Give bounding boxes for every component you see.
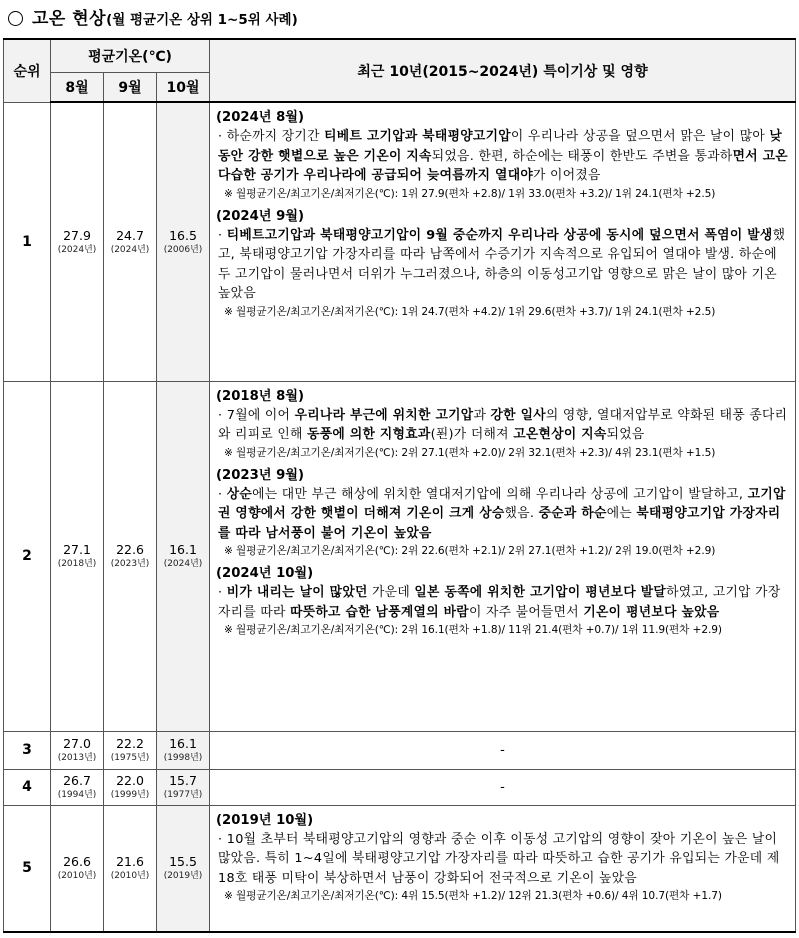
temp-year: (2018년) [57, 559, 97, 569]
event-note: ※ 월평균기온/최고기온/최저기온(℃): 1위 27.9(편차 +2.8)/ 1위 33.0(편차 +3.2)/ 1위 24.1(편차 +2.5) [224, 187, 716, 200]
text-segment: 과 [473, 407, 491, 423]
event-detail-cell [210, 102, 796, 381]
temp-value: 21.6 [116, 854, 144, 870]
temp-year: (1998년) [163, 753, 203, 763]
table-row [4, 381, 796, 731]
title-main: 고온 현상 [32, 9, 107, 29]
event-description [216, 127, 789, 186]
text-segment: 가 이어졌음 [533, 168, 601, 183]
table-row [4, 102, 796, 381]
emphasized-text: 중순과 하순 [538, 506, 607, 521]
event-note: ※ 월평균기온/최고기온/최저기온(℃): 2위 22.6(편차 +2.1)/ 2위 27.1(편차 +1.2)/ 2위 19.0(편차 +2.9) [224, 545, 716, 557]
header-sep: 9월 [104, 73, 157, 103]
temp-year: (1999년) [110, 790, 150, 800]
emphasized-text: 비가 내리는 날이 많았던 [226, 585, 368, 600]
text-segment: (푄)가 더해져 [430, 427, 514, 442]
high-temperature-table [3, 38, 796, 933]
rank-cell: 3 [4, 731, 51, 769]
title-subtitle: (월 평균기온 상위 1~5위 사례) [106, 12, 298, 28]
temp-year: (1975년) [110, 753, 150, 763]
rank-cell: 5 [4, 805, 51, 932]
emphasized-text: 티베트고기압과 북태평양고기압이 9월 중순까지 우리나라 상공에 동시에 덮으면서 폭염이 발생 [226, 227, 773, 243]
circle-bullet-icon [8, 11, 23, 26]
text-segment: · 10월 초부터 북태평양고기압의 영향과 중순 이후 이동성 고기압의 영향이 잦아 기온이 높은 날이 많았음. 특히 1~4일에 북태평양고기압 가장자리를 따라 따뜻하고 습한 공기가 유입되는 가운데 제18호 태풍 미탁이 북상하면서 남풍이 강화되어 전국적으로 기온이 높았음 [218, 831, 780, 886]
temp-cell-oct [157, 805, 210, 932]
header-aug: 8월 [51, 73, 104, 103]
header-rank: 순위 [4, 39, 51, 102]
event-description [216, 226, 789, 304]
temp-year: (2019년) [163, 871, 203, 882]
event-note: ※ 월평균기온/최고기온/최저기온(℃): 2위 27.1(편차 +2.0)/ 2위 32.1(편차 +2.3)/ 4위 23.1(편차 +1.5) [224, 446, 716, 459]
temp-cell-sep [104, 731, 157, 769]
event-heading: (2023년 9월) [216, 467, 305, 483]
temp-cell-oct [157, 102, 210, 381]
temp-year: (2010년) [110, 871, 150, 882]
temp-year: (2024년) [163, 559, 203, 569]
temp-value: 16.1 [169, 542, 197, 557]
emphasized-text: 티베트 고기압과 북태평양고기압 [324, 129, 511, 144]
rank-cell: 4 [4, 769, 51, 805]
text-segment: 되었음. 한편, 하순에는 태풍이 한반도 주변을 통과하 [431, 148, 733, 164]
emphasized-text: 낮 동안 강한 햇볕으로 높은 기온이 지속 [218, 129, 783, 164]
temp-year: (2013년) [57, 753, 97, 763]
temp-value: 15.7 [169, 773, 197, 788]
text-segment: 되었음 [606, 427, 645, 442]
event-heading: (2019년 10월) [216, 812, 314, 828]
temp-value: 24.7 [116, 227, 144, 243]
temp-year: (2010년) [57, 871, 97, 882]
temp-value: 16.1 [169, 736, 197, 751]
event-detail-cell [210, 805, 796, 932]
emphasized-text: 기온이 평년보다 높았음 [583, 604, 720, 620]
text-segment: 이 자주 불어들면서 [468, 604, 584, 620]
text-segment: · 7월에 이어 [218, 407, 295, 423]
temp-year: (1994년) [57, 790, 97, 800]
event-block [216, 467, 789, 560]
emphasized-text: 고기압권 영향에서 강한 햇볕이 더해져 기온이 크게 상승 [218, 486, 786, 521]
temp-cell-oct [157, 769, 210, 805]
emphasized-text: 일본 동쪽에 위치한 고기압이 평년보다 발달 [414, 585, 667, 600]
text-segment: · [218, 486, 227, 502]
header-events: 최근 10년(2015~2024년) 특이기상 및 영향 [210, 39, 796, 102]
temp-cell-aug [51, 381, 104, 731]
temp-year: (2024년) [57, 244, 97, 255]
event-description [216, 830, 789, 889]
temp-value: 27.1 [63, 542, 91, 557]
table-row [4, 731, 796, 769]
event-heading: (2024년 10월) [216, 566, 314, 581]
empty-event-cell: - [210, 731, 796, 769]
event-heading: (2024년 9월) [216, 208, 305, 224]
temp-value: 22.6 [116, 542, 144, 557]
text-segment: 하였고, 고기압 가장자리를 따라 [218, 585, 781, 620]
event-description [216, 485, 789, 544]
text-segment: · 하순까지 장기간 [218, 129, 325, 144]
header-oct: 10월 [157, 73, 210, 103]
rank-cell: 1 [4, 102, 51, 381]
emphasized-text: 우리나라 부근에 위치한 고기압 [294, 407, 474, 423]
emphasized-text: 북태평양고기압 가장자리를 따라 남서풍이 불어 기온이 높았음 [218, 506, 781, 541]
emphasized-text: 상순 [226, 486, 253, 502]
text-segment: 이 우리나라 상공을 덮으면서 맑은 날이 많아 [510, 129, 770, 144]
temp-cell-aug [51, 769, 104, 805]
temp-cell-sep [104, 805, 157, 932]
temp-value: 27.0 [63, 736, 91, 751]
emphasized-text: 동풍에 의한 지형효과 [307, 427, 431, 442]
text-segment: · [218, 585, 227, 600]
event-heading: (2018년 8월) [216, 388, 305, 404]
event-block [216, 388, 789, 461]
temp-value: 22.0 [116, 773, 144, 788]
temp-value: 26.6 [63, 854, 91, 870]
temp-year: (2024년) [110, 244, 150, 255]
event-block [216, 208, 789, 320]
event-description [216, 583, 789, 622]
temp-cell-sep [104, 381, 157, 731]
temp-value: 22.2 [116, 736, 144, 751]
event-note: ※ 월평균기온/최고기온/최저기온(℃): 1위 24.7(편차 +4.2)/ 1위 29.6(편차 +3.7)/ 1위 24.1(편차 +2.5) [224, 305, 716, 318]
text-segment: · [218, 227, 227, 243]
emphasized-text: 면서 고온다습한 공기가 우리나라에 공급되어 늦여름까지 열대야 [218, 148, 788, 183]
event-heading: (2024년 8월) [216, 110, 305, 125]
temp-value: 15.5 [169, 854, 197, 870]
table-row [4, 769, 796, 805]
table-row [4, 805, 796, 932]
rank-cell: 2 [4, 381, 51, 731]
text-segment: 했음. [504, 506, 539, 521]
temp-year: (2006년) [163, 244, 203, 255]
emphasized-text: 따뜻하고 습한 남풍계열의 바람 [290, 604, 469, 620]
event-block [216, 109, 789, 202]
event-note: ※ 월평균기온/최고기온/최저기온(℃): 2위 16.1(편차 +1.8)/ 11위 21.4(편차 +0.7)/ 1위 11.9(편차 +2.9) [224, 624, 722, 636]
text-segment: 에는 대만 부근 해상에 위치한 열대저기압에 의해 우리나라 상공에 고기압이 발달하고, [252, 486, 748, 502]
event-block [216, 812, 789, 905]
text-segment: 에는 [606, 506, 637, 521]
temp-cell-aug [51, 731, 104, 769]
temp-cell-aug [51, 805, 104, 932]
event-description [216, 406, 789, 445]
temp-cell-oct [157, 381, 210, 731]
header-avg-temp: 평균기온(℃) [51, 39, 210, 73]
temp-cell-oct [157, 731, 210, 769]
text-segment: 했고, 북태평양고기압 가장자리를 따라 남쪽에서 수증기가 지속적으로 유입되어 열대야 발생. 하순에 두 고기압이 물러나면서 더위가 누그러졌으나, 하층의 이동성고기압 영향으로 맑은 날이 많아 기온 높았음 [218, 227, 786, 301]
text-segment: 가운데 [367, 585, 415, 600]
temp-value: 26.7 [63, 773, 91, 788]
temp-cell-sep [104, 102, 157, 381]
emphasized-text: 고온현상이 지속 [513, 427, 607, 442]
document-title [8, 4, 298, 34]
emphasized-text: 강한 일사 [490, 407, 546, 423]
event-block [216, 565, 789, 638]
event-note: ※ 월평균기온/최고기온/최저기온(℃): 4위 15.5(편차 +1.2)/ 12위 21.3(편차 +0.6)/ 4위 10.7(편차 +1.7) [224, 890, 722, 902]
temp-value: 16.5 [169, 227, 197, 243]
temp-value: 27.9 [63, 227, 91, 243]
temp-cell-aug [51, 102, 104, 381]
event-detail-cell [210, 381, 796, 731]
empty-event-cell: - [210, 769, 796, 805]
temp-year: (1977년) [163, 790, 203, 800]
temp-cell-sep [104, 769, 157, 805]
text-segment: 의 영향, 열대저압부로 약화된 태풍 종다리와 리피로 인해 [218, 407, 788, 442]
temp-year: (2023년) [110, 559, 150, 569]
